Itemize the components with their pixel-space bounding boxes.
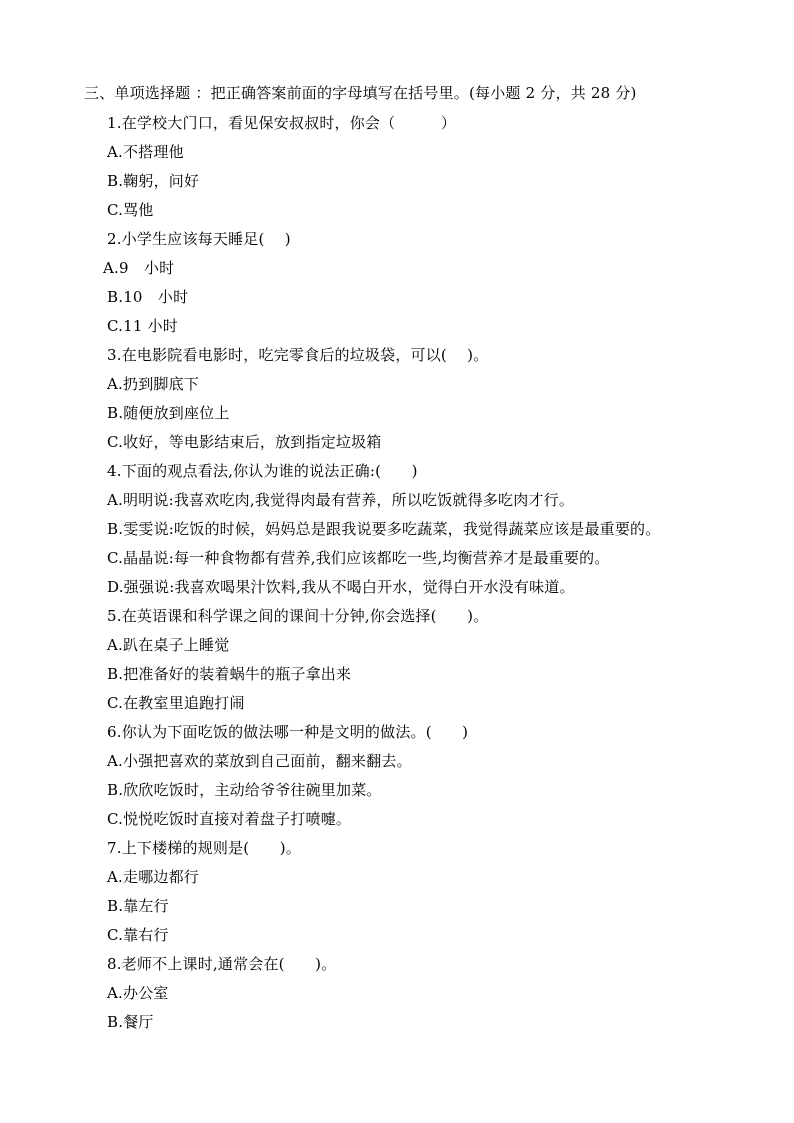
question-5-stem: 5.在英语课和科学课之间的课间十分钟,你会选择( )。 xyxy=(107,607,489,625)
question-5-option-b: B.把准备好的装着蜗牛的瓶子拿出来 xyxy=(107,665,352,683)
question-2-stem: 2.小学生应该每天睡足( ) xyxy=(107,230,291,248)
question-8-option-a: A.办公室 xyxy=(107,984,169,1002)
question-3-option-b: B.随便放到座位上 xyxy=(107,404,230,422)
section-heading: 三、单项选择题 ：把正确答案前面的字母填写在括号里。(每小题 2 分，共 28 分) xyxy=(84,84,637,102)
question-1-stem: 1.在学校大门口，看见保安叔叔时，你会（ ） xyxy=(107,114,457,132)
question-6-option-c: C.悦悦吃饭时直接对着盘子打喷嚏。 xyxy=(107,810,352,828)
question-8-stem: 8.老师不上课时,通常会在( )。 xyxy=(107,955,337,973)
question-1-option-b: B.鞠躬，问好 xyxy=(107,172,200,190)
question-4-option-a: A.明明说:我喜欢吃肉,我觉得肉最有营养，所以吃饭就得多吃肉才行。 xyxy=(107,491,575,509)
question-2-option-b: B.10 小时 xyxy=(107,288,189,306)
question-6-option-b: B.欣欣吃饭时，主动给爷爷往碗里加菜。 xyxy=(107,781,382,799)
question-7-option-b: B.靠左行 xyxy=(107,897,169,915)
question-6-option-a: A.小强把喜欢的菜放到自己面前，翻来翻去。 xyxy=(107,752,412,770)
question-1-option-c: C.骂他 xyxy=(107,201,154,219)
question-5-option-c: C.在教室里追跑打闹 xyxy=(107,694,245,712)
question-2-option-c: C.11 小时 xyxy=(107,317,178,335)
question-5-option-a: A.趴在桌子上睡觉 xyxy=(107,636,230,654)
question-4-option-c: C.晶晶说:每一种食物都有营养,我们应该都吃一些,均衡营养才是最重要的。 xyxy=(107,549,610,567)
question-4-option-b: B.雯雯说:吃饭的时候，妈妈总是跟我说要多吃蔬菜，我觉得蔬菜应该是最重要的。 xyxy=(107,520,661,538)
question-7-option-a: A.走哪边都行 xyxy=(107,868,200,886)
question-3-option-c: C.收好，等电影结束后，放到指定垃圾箱 xyxy=(107,433,382,451)
question-6-stem: 6.你认为下面吃饭的做法哪一种是文明的做法。( ) xyxy=(107,723,469,741)
question-2-option-a: A.9 小时 xyxy=(103,259,175,277)
question-8-option-b: B.餐厅 xyxy=(107,1013,154,1031)
question-1-option-a: A.不搭理他 xyxy=(107,143,184,161)
question-4-stem: 4.下面的观点看法,你认为谁的说法正确:( ) xyxy=(107,462,418,480)
question-3-stem: 3.在电影院看电影时，吃完零食后的垃圾袋，可以( )。 xyxy=(107,346,489,364)
question-7-stem: 7.上下楼梯的规则是( )。 xyxy=(107,839,302,857)
question-4-option-d: D.强强说:我喜欢喝果汁饮料,我从不喝白开水，觉得白开水没有味道。 xyxy=(107,578,575,596)
question-3-option-a: A.扔到脚底下 xyxy=(107,375,200,393)
question-7-option-c: C.靠右行 xyxy=(107,926,169,944)
